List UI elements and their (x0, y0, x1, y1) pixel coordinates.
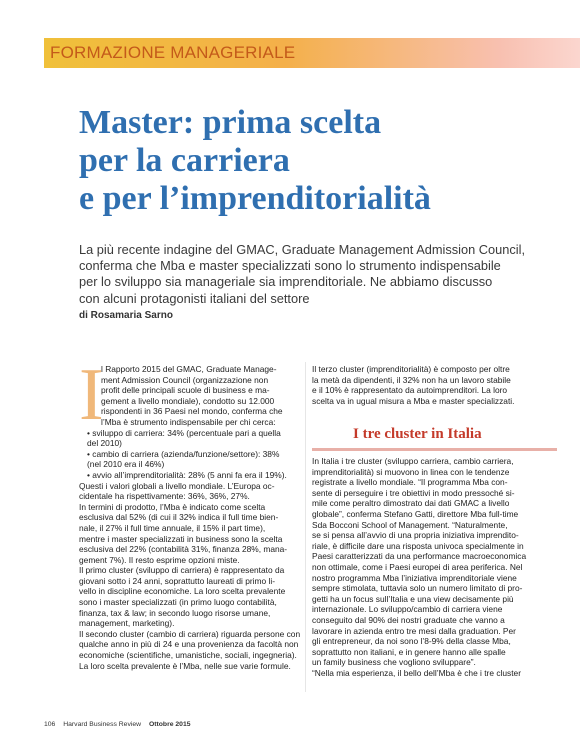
text-line: del 2010) (87, 438, 122, 449)
text-line: “Nella mia esperienza, il bello dell’Mba è che i tre cluster (312, 667, 522, 678)
subhead: I tre cluster in Italia (353, 426, 482, 442)
text-line: Il secondo cluster (cambio di carriera) riguarda persone con (79, 628, 301, 639)
text-line: scelta va in ugual misura a Mba e master specializzati. (312, 395, 515, 406)
text-line: management, marketing). (79, 618, 175, 629)
text-line: finanza, tax & law; in secondo luogo risorse umane, (79, 607, 271, 618)
text-line: nostro programma Mba l’iniziativa imprenditoriale viene (312, 572, 517, 583)
text-line: In Italia i tre cluster (sviluppo carriera, cambio carriera, (312, 456, 514, 466)
text-line: conseguito dal 90% dei nostri graduate che vanno a (312, 614, 505, 625)
text-line: In termini di prodotto, l’Mba è indicato come scelta (79, 501, 266, 512)
text-line: internazionale. Lo sviluppo/cambio di carriera viene (312, 604, 503, 615)
text-line: gement 7%). Il resto esprime opzioni miste. (79, 554, 240, 565)
text-line: sente di perseguire i tre obiettivi in modo pressoché si- (312, 487, 515, 498)
text-line: un family business che vogliono sviluppare”. (312, 657, 476, 668)
text-line: getti ha un focus sull’Italia e una view decisamente più (312, 593, 514, 604)
text-line: Paesi caratterizzati da una performance macroeconomica (312, 551, 527, 562)
page-footer (44, 721, 191, 728)
section-label: FORMAZIONE MANAGERIALE (50, 43, 296, 62)
text-line: • sviluppo di carriera: 34% (percentuale pari a quella (87, 427, 281, 438)
text-line: sono i master specializzati (in primo luogo contabilità, (79, 597, 277, 608)
headline-line: e per l’imprenditorialità (79, 180, 431, 217)
text-line: non ottimale, come i Paesi europei di area periferica. Nel (312, 561, 523, 572)
issue-date: Ottobre 2015 (148, 721, 191, 728)
text-line: qualche anno in più di 24 e una provenienza da facoltà non (79, 639, 299, 650)
lead-paragraph (79, 242, 549, 307)
text-line: lavorare in azienda entro tre mesi dalla graduation. Per (312, 625, 516, 636)
right-top (312, 364, 557, 406)
text-line: cidentale ha rispettivamente: 36%, 36%, 27%. (79, 491, 250, 502)
text-line: Sda Bocconi School of Management. “Naturalmente, (312, 519, 508, 530)
headline (79, 104, 559, 218)
headline-line: per la carriera (79, 142, 290, 179)
text-line: mentre i master specializzati in business sono la scelta (79, 533, 283, 544)
byline: di Rosamaria Sarno (79, 310, 173, 321)
text-line: vello in discipline economiche. La loro scelta prevalente (79, 586, 286, 597)
text-line: soprattutto non italiani, e in genere hanno alle spalle (312, 646, 506, 657)
page-number: 106 (44, 721, 56, 728)
text-line: mile come peraltro dimostrato dai dati GMAC a livello (312, 498, 510, 509)
text-line: • cambio di carriera (azienda/funzione/settore): 38% (87, 448, 280, 459)
text-line: imprenditorialità) si muovono in linea con le tendenze (312, 466, 510, 477)
lead-line: per lo sviluppo sia manageriale sia imprenditoriale. Ne abbiamo discusso (79, 274, 493, 290)
lead-line: La più recente indagine del GMAC, Graduate Management Admission Council, (79, 242, 526, 257)
lead-line: conferma che Mba e master specializzati sono lo strumento indispensabile (79, 258, 501, 274)
text-line: Questi i valori globali a livello mondiale. L’Europa oc- (79, 480, 275, 491)
text-line: rispondenti in 36 Paesi nel mondo, conferma che (101, 406, 283, 417)
left-column (79, 364, 299, 671)
magazine-name: Harvard Business Review (63, 721, 142, 728)
text-line: la metà da dipendenti, il 32% non ha un lavoro stabile (312, 374, 511, 385)
text-line: globale”, conferma Stefano Gatti, direttore Mba full-time (312, 508, 519, 519)
right-column-top (312, 364, 557, 406)
subhead-rule (312, 448, 557, 451)
text-line: nale, il 27% il full time annuale, il 15% il part time), (79, 522, 266, 533)
text-line: e il 10% è rappresentato da autoimprenditori. La loro (312, 385, 508, 396)
text-line: ment Admission Council (organizzazione non (101, 374, 269, 385)
drop-cap: I (79, 354, 104, 436)
right-column-body (312, 456, 557, 678)
text-line: gli entrepreneur, da noi sono l’8-9% della classe Mba, (312, 636, 511, 647)
text-line: La loro scelta prevalente è l’Mba, nelle sue varie formule. (79, 660, 291, 671)
text-line: esclusiva dal 52% (di cui il 32% indica il full time bien- (79, 512, 279, 523)
text-line: l’Mba è strumento indispensabile per chi cerca: (101, 416, 276, 427)
left-bullets (79, 428, 299, 481)
headline-line: Master: prima scelta (79, 104, 382, 141)
lead-line: con alcuni protagonisti italiani del settore (79, 290, 310, 306)
section-bar (44, 38, 580, 68)
column-divider (305, 362, 306, 692)
left-intro (79, 364, 299, 428)
text-line: l Rapporto 2015 del GMAC, Graduate Manage- (101, 364, 277, 374)
text-line: giovani sotto i 24 anni, soprattutto laureati di primo li- (79, 575, 275, 586)
text-line: (nel 2010 era il 46%) (87, 459, 165, 470)
text-line: • avvio all’imprenditorialità: 28% (5 anni fa era il 19%). (87, 469, 287, 480)
text-line: riale, è difficile dare una risposta univoca specialmente in (312, 540, 524, 551)
text-line: esclusiva del 22% (contabilità 31%, finanza 28%, mana- (79, 544, 288, 555)
text-line: Il terzo cluster (imprenditorialità) è composto per oltre (312, 364, 510, 374)
text-line: Il primo cluster (sviluppo di carriera) è rappresentato da (79, 565, 285, 576)
text-line: economiche (scientifiche, umanistiche, sociali, ingegneria). (79, 650, 297, 661)
text-line: sempre stimolata, tuttavia solo un numero limitato di pro- (312, 583, 523, 594)
right-body (312, 456, 557, 678)
text-line: registrate a livello mondiale. “Il programma Mba con- (312, 477, 508, 488)
left-body (79, 481, 299, 672)
text-line: se si pensa all’avvio di una propria iniziativa imprendito- (312, 530, 519, 541)
text-line: gement a livello mondiale), condotto su 12.000 (101, 395, 275, 406)
text-line: profit delle principali scuole di business e ma- (101, 385, 270, 396)
